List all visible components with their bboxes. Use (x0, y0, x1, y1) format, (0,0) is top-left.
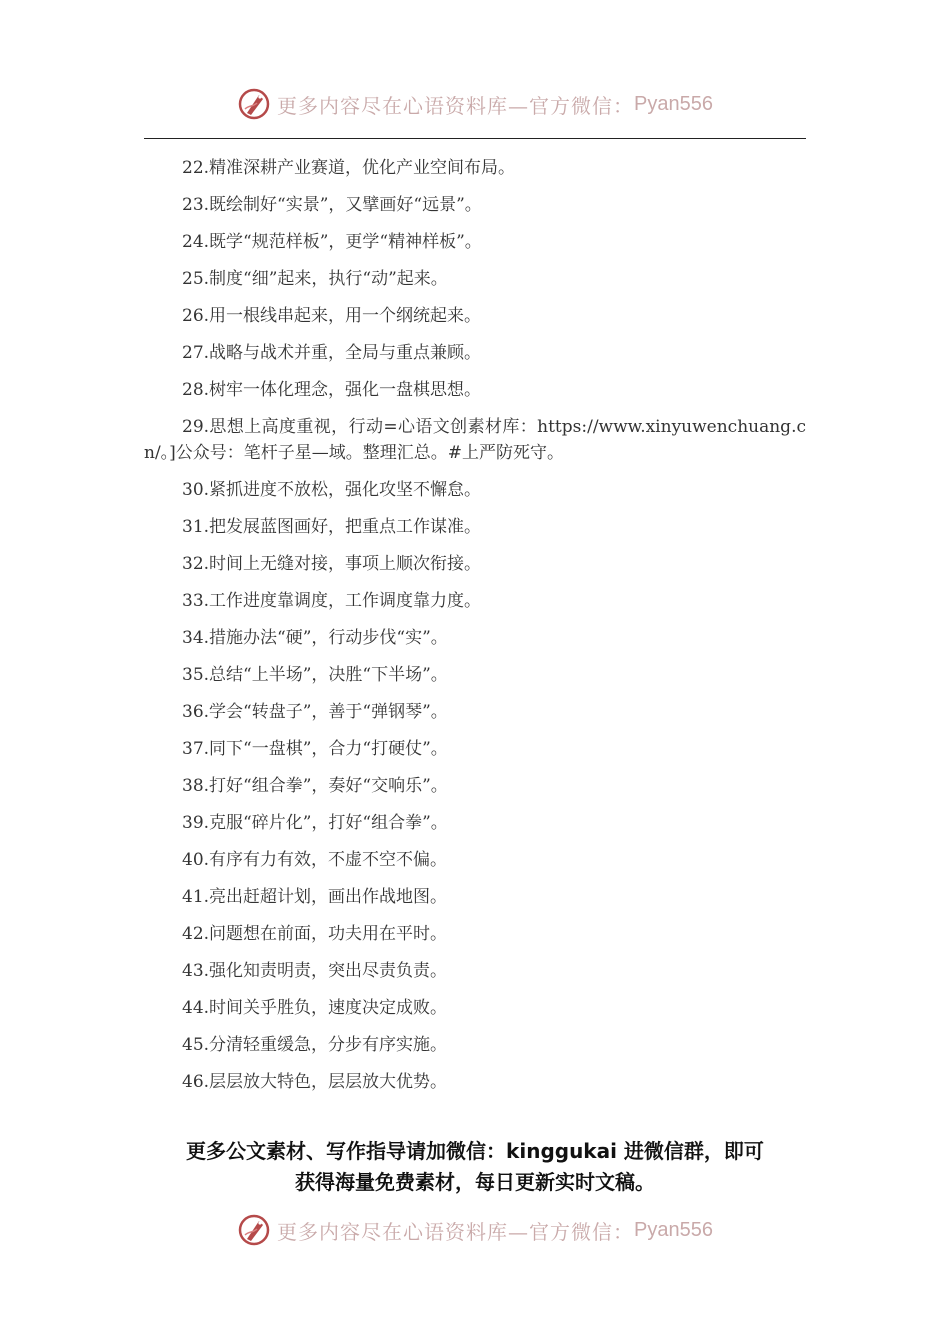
footer-banner-text: 更多内容尽在心语资料库—官方微信： (277, 1219, 635, 1244)
list-item: 24.既学“规范样板”，更学“精神样板”。 (182, 232, 482, 252)
list-item: 28.树牢一体化理念，强化一盘棋思想。 (182, 380, 482, 400)
list-item: 27.战略与战术并重，全局与重点兼顾。 (182, 343, 482, 363)
list-item: 35.总结“上半场”，决胜“下半场”。 (182, 665, 448, 685)
list-item: 45.分清轻重缓急，分步有序实施。 (182, 1035, 448, 1055)
list-item: 34.措施办法“硬”，行动步伐“实”。 (182, 628, 448, 648)
header-banner (0, 84, 950, 124)
list-item: 41.亮出赶超计划，画出作战地图。 (182, 887, 448, 907)
list-item: 30.紧抓进度不放松，强化攻坚不懈怠。 (182, 480, 482, 500)
list-item: 40.有序有力有效，不虚不空不偏。 (182, 850, 448, 870)
list-item: 32.时间上无缝对接，事项上顺次衔接。 (182, 554, 482, 574)
list-item: 37.同下“一盘棋”，合力“打硬仗”。 (182, 739, 448, 759)
pen-nib-logo-icon (237, 87, 271, 121)
pen-nib-logo-icon (237, 1213, 271, 1247)
phrase-list (144, 150, 806, 1101)
list-item: 22.精准深耕产业赛道，优化产业空间布局。 (182, 158, 516, 178)
list-item: 26.用一根线串起来，用一个纲统起来。 (182, 306, 482, 326)
list-item: 39.克服“碎片化”，打好“组合拳”。 (182, 813, 448, 833)
list-item: 42.问题想在前面，功夫用在平时。 (182, 924, 448, 944)
footer-call-to-action (144, 1136, 806, 1198)
footer-banner (0, 1210, 950, 1250)
cta-line-1: 更多公文素材、写作指导请加微信：kinggukai 进微信群，即可 (186, 1139, 764, 1163)
list-item: 46.层层放大特色，层层放大优势。 (182, 1072, 448, 1092)
footer-banner-wechat-id: Pyan556 (634, 1218, 713, 1241)
list-item: 31.把发展蓝图画好，把重点工作谋准。 (182, 517, 482, 537)
list-item: 23.既绘制好“实景”，又擘画好“远景”。 (182, 195, 482, 215)
list-item: 36.学会“转盘子”，善于“弹钢琴”。 (182, 702, 448, 722)
list-item: 38.打好“组合拳”，奏好“交响乐”。 (182, 776, 448, 796)
list-item: 44.时间关乎胜负，速度决定成败。 (182, 998, 448, 1018)
header-banner-wechat-id: Pyan556 (634, 92, 713, 115)
list-item: 43.强化知责明责，突出尽责负责。 (182, 961, 448, 981)
list-item: 29.思想上高度重视，行动=心语文创素材库：https://www.xinyuwenchuang.cn/。]公众号：笔杆子星—域。整理汇总。#上严防死守。 (144, 417, 806, 463)
list-item: 25.制度“细”起来，执行“动”起来。 (182, 269, 448, 289)
list-item: 33.工作进度靠调度，工作调度靠力度。 (182, 591, 482, 611)
cta-line-2: 获得海量免费素材，每日更新实时文稿。 (295, 1170, 655, 1194)
header-banner-text: 更多内容尽在心语资料库—官方微信： (277, 93, 635, 118)
header-divider (144, 138, 806, 139)
